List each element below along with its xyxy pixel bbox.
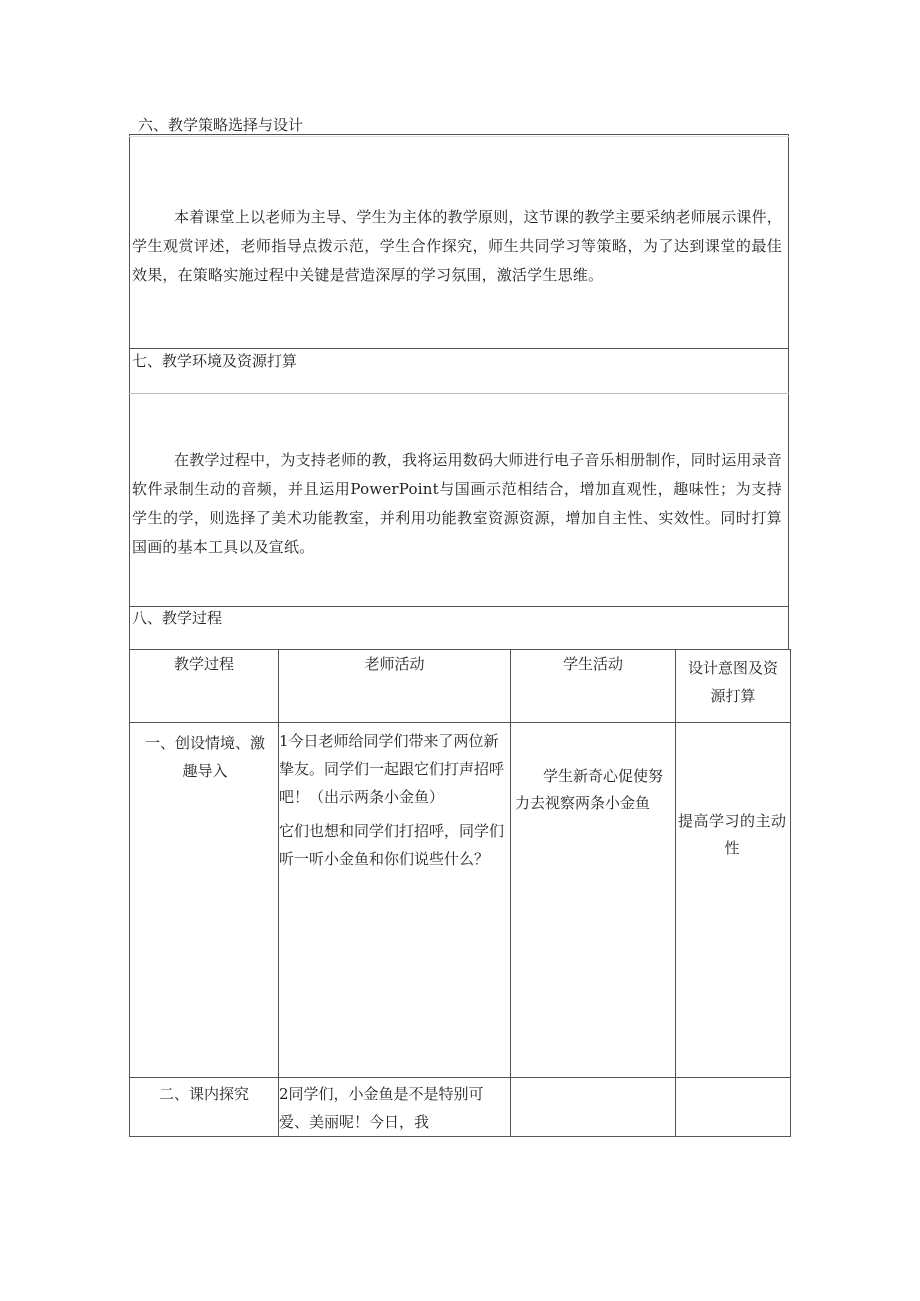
row1-intent-text: 提高学习的主动性 [678,812,786,857]
row1-stage: 一、创设情境、激趣导入 [130,723,279,1078]
row1-student: 学生新奇心促使努力去视察两条小金鱼 [511,723,676,1078]
header-intent: 设计意图及资源打算 [676,650,791,723]
section6-title: 六、教学策略选择与设计 [138,116,304,134]
row1-teacher-p1: 1今日老师给同学们带来了两位新挚友。同学们一起跟它们打声招呼吧！（出示两条小金鱼） [279,732,505,806]
header-student: 学生活动 [511,650,676,723]
row2-stage: 二、课内探究 [130,1078,279,1137]
row1-teacher-p2: 它们也想和同学们打招呼，同学们听一听小金鱼和你们说些什么？ [279,822,505,868]
section7-divider [129,393,789,394]
section8-title: 八、教学过程 [132,609,223,627]
row1-intent [676,723,791,1078]
section7-paragraph: 在教学过程中，为支持老师的教，我将运用数码大师进行电子音乐相册制作，同时运用录音软件录制生动的音频，并且运用PowerPoint与国画示范相结合，增加直观性，趣味性；为支持学生的学，则选择了美术功能教室，并利用功能教室资源资源，增加自主性、实效性。同时打算国画的基本工具以及宣纸。 [132,451,783,556]
row2-student [511,1078,676,1137]
row1-teacher [279,723,511,1078]
section6-divider [129,136,789,137]
header-teacher: 老师活动 [279,650,511,723]
table-row [130,1078,791,1137]
section6-paragraph: 本着课堂上以老师为主导、学生为主体的教学原则，这节课的教学主要采纳老师展示课件，学生观赏评述，老师指导点拨示范，学生合作探究，师生共同学习等策略，为了达到课堂的最佳效果，在策略实施过程中关键是营造深厚的学习氛围，激活学生思维。 [132,208,783,284]
section8-title-box [129,606,789,650]
header-process: 教学过程 [130,650,279,723]
table-header-row [130,650,791,723]
table-row [130,723,791,1078]
process-table [129,649,791,1137]
section7-title: 七、教学环境及资源打算 [132,352,298,370]
row2-teacher: 2同学们，小金鱼是不是特别可爱、美丽呢！今日，我 [279,1078,511,1137]
row2-intent [676,1078,791,1137]
